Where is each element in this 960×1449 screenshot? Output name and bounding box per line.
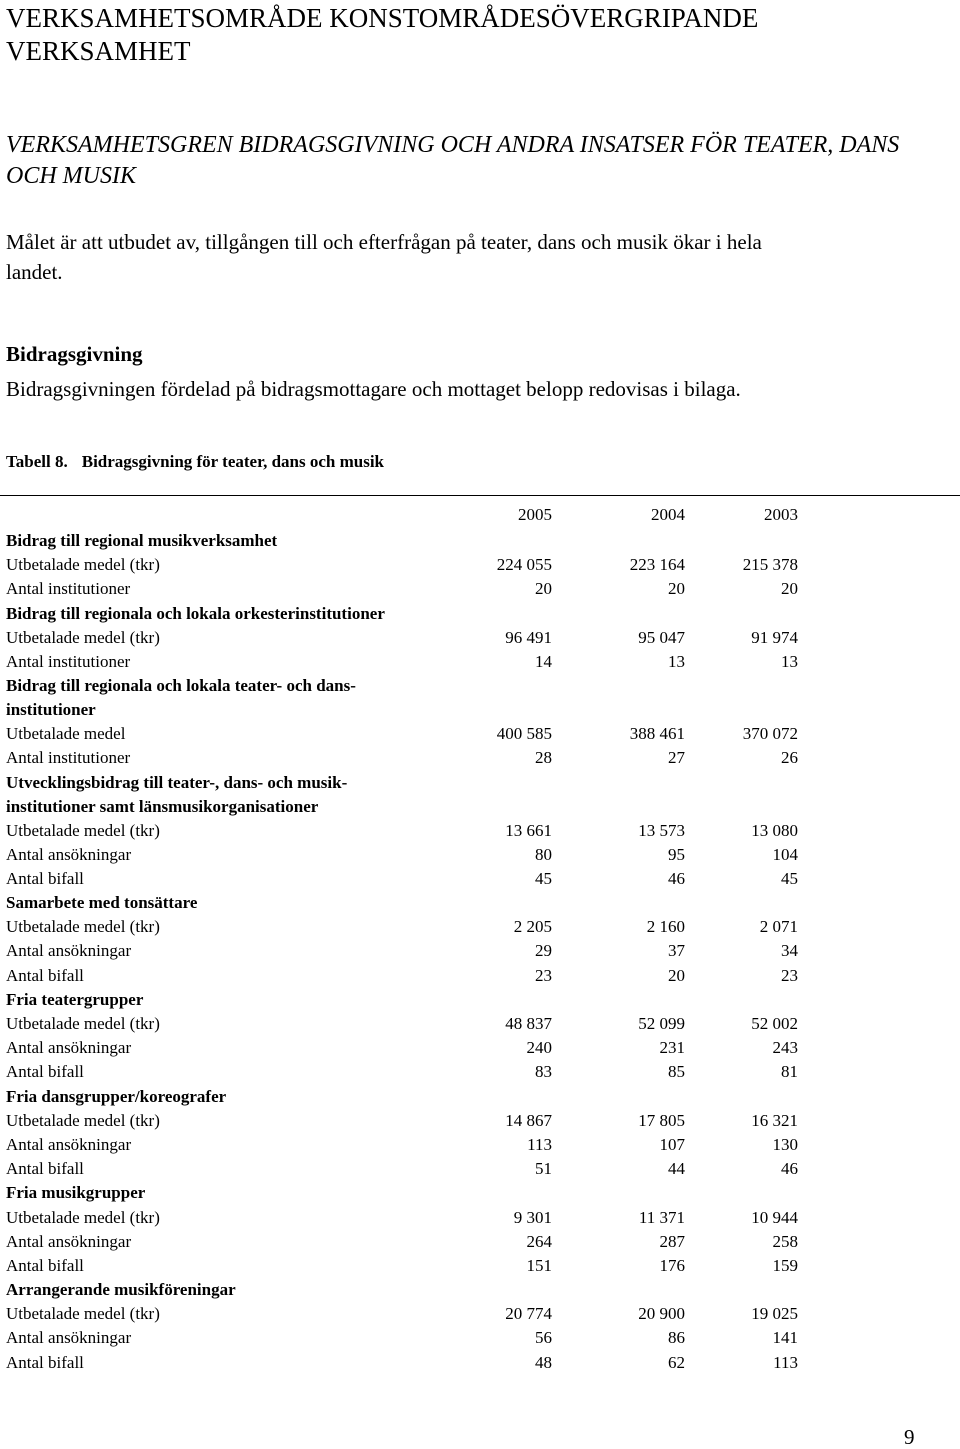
row-value: 29 bbox=[535, 941, 552, 961]
table-row bbox=[0, 843, 960, 867]
row-value: 20 900 bbox=[638, 1304, 685, 1324]
row-value: 34 bbox=[781, 941, 798, 961]
row-value: 26 bbox=[781, 748, 798, 768]
table-row bbox=[0, 746, 960, 770]
table-body bbox=[0, 529, 960, 1375]
row-value: 388 461 bbox=[629, 724, 685, 744]
page-number: 9 bbox=[904, 1425, 915, 1449]
row-value: 20 bbox=[668, 965, 685, 985]
grants-table bbox=[0, 503, 960, 1375]
section-label: Fria musikgrupper bbox=[6, 1183, 146, 1203]
row-value: 13 661 bbox=[505, 820, 552, 840]
section-label: Samarbete med tonsättare bbox=[6, 893, 198, 913]
row-value: 20 774 bbox=[505, 1304, 552, 1324]
row-value: 240 bbox=[526, 1038, 552, 1058]
row-value: 45 bbox=[535, 868, 552, 888]
year-header: 2003 bbox=[764, 505, 798, 524]
row-value: 107 bbox=[659, 1134, 685, 1154]
table-section-row bbox=[0, 1278, 960, 1302]
table-row bbox=[0, 964, 960, 988]
section-title: Bidragsgivning bbox=[6, 342, 143, 366]
row-value: 151 bbox=[526, 1255, 552, 1275]
row-value: 2 205 bbox=[513, 917, 552, 937]
table-row bbox=[0, 1302, 960, 1326]
row-label: Antal institutioner bbox=[6, 748, 131, 768]
table-row bbox=[0, 626, 960, 650]
row-value: 62 bbox=[668, 1352, 685, 1372]
section-label-line-1: Bidrag till regionala och lokala teater- och dans- bbox=[6, 676, 356, 696]
row-value: 48 bbox=[535, 1352, 552, 1372]
row-label: Antal bifall bbox=[6, 965, 84, 985]
row-label: Utbetalade medel (tkr) bbox=[6, 1110, 160, 1130]
subheading-line-2: OCH MUSIK bbox=[6, 163, 136, 189]
intro-line-2: landet. bbox=[6, 260, 63, 284]
row-value: 80 bbox=[535, 844, 552, 864]
intro-line-1: Målet är att utbudet av, tillgången till och efterfrågan på teater, dans och musik ökar i hela bbox=[6, 230, 762, 254]
row-value: 48 837 bbox=[505, 1014, 552, 1033]
table-section-row bbox=[0, 674, 960, 722]
row-value: 215 378 bbox=[742, 555, 798, 575]
row-label: Utbetalade medel bbox=[6, 724, 126, 744]
row-value: 400 585 bbox=[496, 724, 552, 744]
row-value: 13 bbox=[781, 651, 798, 671]
row-value: 17 805 bbox=[638, 1110, 685, 1130]
table-row bbox=[0, 1254, 960, 1278]
row-value: 287 bbox=[659, 1231, 685, 1251]
section-label bbox=[6, 771, 476, 819]
row-value: 10 944 bbox=[751, 1207, 798, 1227]
row-value: 44 bbox=[668, 1159, 685, 1179]
row-value: 20 bbox=[535, 579, 552, 599]
row-value: 20 bbox=[781, 579, 798, 599]
table-header-row bbox=[0, 503, 960, 527]
table-row bbox=[0, 553, 960, 577]
row-value: 13 080 bbox=[751, 820, 798, 840]
row-value: 56 bbox=[535, 1328, 552, 1348]
table-row bbox=[0, 1036, 960, 1060]
row-value: 27 bbox=[668, 748, 685, 768]
row-value: 86 bbox=[668, 1328, 685, 1348]
row-value: 51 bbox=[535, 1159, 552, 1179]
table-section-row bbox=[0, 1181, 960, 1205]
row-value: 2 071 bbox=[759, 917, 798, 937]
table-row bbox=[0, 867, 960, 891]
row-value: 11 371 bbox=[638, 1207, 685, 1227]
table-row bbox=[0, 819, 960, 843]
section-label-line-1: Utvecklingsbidrag till teater-, dans- och musik- bbox=[6, 772, 348, 792]
row-label: Utbetalade medel (tkr) bbox=[6, 555, 160, 575]
row-value: 104 bbox=[772, 844, 798, 864]
table-row bbox=[0, 650, 960, 674]
section-label: Bidrag till regional musikverksamhet bbox=[6, 531, 278, 550]
table-row bbox=[0, 1326, 960, 1350]
row-value: 37 bbox=[668, 941, 685, 961]
row-value: 13 573 bbox=[638, 820, 685, 840]
subheading-line-1: VERKSAMHETSGREN BIDRAGSGIVNING OCH ANDRA INSATSER FÖR TEATER, DANS bbox=[6, 132, 900, 158]
row-value: 83 bbox=[535, 1062, 552, 1082]
row-value: 130 bbox=[772, 1134, 798, 1154]
row-value: 264 bbox=[526, 1231, 552, 1251]
table-row bbox=[0, 1133, 960, 1157]
row-label: Utbetalade medel (tkr) bbox=[6, 1207, 160, 1227]
table-row bbox=[0, 1157, 960, 1181]
row-value: 13 bbox=[668, 651, 685, 671]
table-section-row bbox=[0, 891, 960, 915]
row-label: Antal bifall bbox=[6, 1159, 84, 1179]
table-section-row bbox=[0, 771, 960, 819]
table-row bbox=[0, 939, 960, 963]
table-row bbox=[0, 1060, 960, 1084]
table-section-row bbox=[0, 988, 960, 1012]
row-value: 14 bbox=[535, 651, 552, 671]
row-label: Antal ansökningar bbox=[6, 1038, 132, 1058]
row-label: Antal bifall bbox=[6, 1352, 84, 1372]
page-heading-line-2: VERKSAMHET bbox=[6, 36, 191, 66]
row-label: Antal ansökningar bbox=[6, 1328, 132, 1348]
table-section-row bbox=[0, 529, 960, 553]
row-label: Antal ansökningar bbox=[6, 1231, 132, 1251]
row-value: 95 bbox=[668, 844, 685, 864]
table-caption bbox=[6, 450, 384, 474]
row-value: 14 867 bbox=[505, 1110, 552, 1130]
section-label bbox=[6, 674, 476, 722]
row-value: 46 bbox=[668, 868, 685, 888]
row-value: 52 002 bbox=[751, 1014, 798, 1033]
row-value: 81 bbox=[781, 1062, 798, 1082]
table-caption-label: Tabell 8. bbox=[6, 452, 68, 471]
row-value: 52 099 bbox=[638, 1014, 685, 1033]
row-value: 45 bbox=[781, 868, 798, 888]
row-label: Antal institutioner bbox=[6, 579, 131, 599]
table-row bbox=[0, 722, 960, 746]
section-label-line-2: institutioner samt länsmusikorganisationer bbox=[6, 796, 319, 816]
row-value: 16 321 bbox=[751, 1110, 798, 1130]
row-value: 223 164 bbox=[629, 555, 685, 575]
page-heading-line-1: VERKSAMHETSOMRÅDE KONSTOMRÅDESÖVERGRIPANDE bbox=[6, 3, 759, 33]
row-label: Antal institutioner bbox=[6, 651, 131, 671]
row-value: 95 047 bbox=[638, 627, 685, 647]
section-text: Bidragsgivningen fördelad på bidragsmottagare och mottaget belopp redovisas i bilaga. bbox=[6, 377, 741, 401]
row-label: Utbetalade medel (tkr) bbox=[6, 1304, 160, 1324]
row-value: 258 bbox=[772, 1231, 798, 1251]
row-value: 23 bbox=[781, 965, 798, 985]
section-label: Bidrag till regionala och lokala orkesterinstitutioner bbox=[6, 603, 385, 623]
row-value: 23 bbox=[535, 965, 552, 985]
row-value: 2 160 bbox=[646, 917, 685, 937]
table-row bbox=[0, 1351, 960, 1375]
table-caption-title: Bidragsgivning för teater, dans och musik bbox=[81, 452, 384, 471]
page-heading bbox=[6, 2, 946, 68]
row-value: 224 055 bbox=[496, 555, 552, 575]
year-header: 2005 bbox=[518, 505, 552, 524]
year-header: 2004 bbox=[651, 505, 685, 524]
section-label-line-2: institutioner bbox=[6, 700, 96, 720]
table-row bbox=[0, 915, 960, 939]
subheading bbox=[6, 130, 956, 192]
row-value: 113 bbox=[773, 1352, 798, 1372]
row-value: 243 bbox=[772, 1038, 798, 1058]
row-label: Utbetalade medel (tkr) bbox=[6, 627, 160, 647]
section-label: Arrangerande musikföreningar bbox=[6, 1280, 236, 1300]
row-value: 85 bbox=[668, 1062, 685, 1082]
row-label: Antal ansökningar bbox=[6, 941, 132, 961]
table-top-rule bbox=[0, 495, 960, 496]
row-value: 9 301 bbox=[513, 1207, 552, 1227]
row-value: 96 491 bbox=[505, 627, 552, 647]
table-section-row bbox=[0, 1085, 960, 1109]
row-value: 231 bbox=[659, 1038, 685, 1058]
row-label: Utbetalade medel (tkr) bbox=[6, 820, 160, 840]
row-value: 28 bbox=[535, 748, 552, 768]
table-row bbox=[0, 577, 960, 601]
row-value: 46 bbox=[781, 1159, 798, 1179]
row-value: 113 bbox=[527, 1134, 552, 1154]
row-label: Utbetalade medel (tkr) bbox=[6, 1014, 160, 1033]
row-label: Antal ansökningar bbox=[6, 1134, 132, 1154]
row-value: 19 025 bbox=[751, 1304, 798, 1324]
row-value: 20 bbox=[668, 579, 685, 599]
section-label: Fria dansgrupper/koreografer bbox=[6, 1086, 227, 1106]
row-value: 176 bbox=[659, 1255, 685, 1275]
row-label: Utbetalade medel (tkr) bbox=[6, 917, 160, 937]
row-value: 91 974 bbox=[751, 627, 798, 647]
table-row bbox=[0, 1230, 960, 1254]
table-row bbox=[0, 1109, 960, 1133]
section-label: Fria teatergrupper bbox=[6, 989, 144, 1009]
row-label: Antal bifall bbox=[6, 868, 84, 888]
row-value: 370 072 bbox=[742, 724, 798, 744]
row-value: 141 bbox=[772, 1328, 798, 1348]
row-label: Antal ansökningar bbox=[6, 844, 132, 864]
row-value: 159 bbox=[772, 1255, 798, 1275]
table-row bbox=[0, 1206, 960, 1230]
intro-paragraph bbox=[6, 227, 946, 287]
row-label: Antal bifall bbox=[6, 1062, 84, 1082]
table-row bbox=[0, 1012, 960, 1036]
row-label: Antal bifall bbox=[6, 1255, 84, 1275]
table-section-row bbox=[0, 602, 960, 626]
